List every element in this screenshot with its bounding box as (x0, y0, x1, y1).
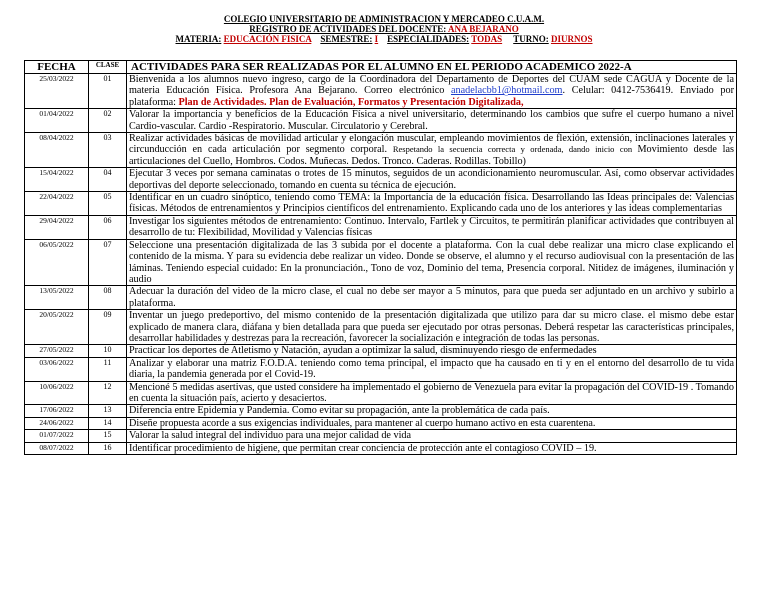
row-fecha: 01/04/2022 (25, 109, 89, 133)
row-description: Diferencia entre Epidemia y Pandemia. Como evitar su propagación, ante la problemática de cada país. (127, 405, 737, 417)
row-description: Valorar la salud integral del individuo para una mejor calidad de vida (127, 430, 737, 442)
row-fecha: 10/06/2022 (25, 381, 89, 405)
course-info-line (0, 34, 768, 44)
row-fecha: 08/04/2022 (25, 133, 89, 168)
row-description: Practicar los deportes de Atletismo y Natación, ayudan a optimizar la salud, disminuyendo riesgo de enfermedades (127, 345, 737, 357)
row-description: Identificar procedimiento de higiene, que permitan crear conciencia de protección ante el contagioso COVID – 19. (127, 442, 737, 454)
row-fecha: 08/07/2022 (25, 442, 89, 454)
row-clase: 10 (89, 345, 127, 357)
table-row (25, 405, 737, 417)
table-row (25, 192, 737, 216)
row-clase: 14 (89, 417, 127, 429)
register-label: REGISTRO DE ACTIVIDADES DEL DOCENTE: (249, 24, 447, 34)
table-row (25, 168, 737, 192)
row-text: Realizar actividades básicas de movilidad articular y elongación muscular, empleando movimientos de flexión, extensión, inclinaciones laterales y circunducción en cada articulación por segmento corporal. (129, 133, 734, 156)
col-header-clase: CLASE (89, 61, 127, 74)
materia-value: EDUCACIÓN FISICA (223, 34, 312, 44)
row-clase: 01 (89, 74, 127, 109)
row-clase: 09 (89, 310, 127, 345)
table-row (25, 239, 737, 286)
table-row (25, 357, 737, 381)
row-fecha: 20/05/2022 (25, 310, 89, 345)
row-description (127, 74, 737, 109)
materia-label: MATERIA: (175, 34, 222, 44)
table-row (25, 381, 737, 405)
row-description: Inventar un juego predeportivo, del mismo contenido de la presentación digitalizada que utilizo para dar su micro clase. el mismo debe estar explicado de manera clara, diáfana y bien detallada para que pueda ser ejecutado por otras personas. Deberá respetar las características principales, desarrollar habilidades y destrezas para la recreación, favorecer la socialización e integración de todas las personas. (127, 310, 737, 345)
row-description: Analizar y elaborar una matriz F.O.D.A. teniendo como tema principal, el impacto que ha causado en ti y en el entorno del desarrollo de tu vida diaria, la pandemia generada por el Covid-19. (127, 357, 737, 381)
table-row (25, 109, 737, 133)
row-fecha: 03/06/2022 (25, 357, 89, 381)
row-fecha: 29/04/2022 (25, 215, 89, 239)
row-fecha: 22/04/2022 (25, 192, 89, 216)
table-row (25, 133, 737, 168)
row-fecha: 01/07/2022 (25, 430, 89, 442)
row-clase: 05 (89, 192, 127, 216)
table-row (25, 430, 737, 442)
table-row (25, 345, 737, 357)
row-fecha: 27/05/2022 (25, 345, 89, 357)
row-fecha: 15/04/2022 (25, 168, 89, 192)
row-text-highlight: Plan de Actividades. Plan de Evaluación, Formatos y Presentación Digitalizada, (178, 96, 524, 108)
row-description (127, 133, 737, 168)
row-fecha: 17/06/2022 (25, 405, 89, 417)
row-clase: 12 (89, 381, 127, 405)
email-link[interactable]: anadelacbb1@hotmail.com (450, 85, 563, 97)
row-description: Adecuar la duración del video de la micro clase, el cual no debe ser mayor a 5 minutos, para que pueda ser adjuntado en un archivo y subirlo a plataforma. (127, 286, 737, 310)
row-description: Identificar en un cuadro sinóptico, teniendo como TEMA: la Importancia de la educación física. Desarrollando las Ideas principales de: Valencias físicas. Métodos de entrenamientos y Principios científicos del entrenamiento. Explicando cada uno de los anteriores y las ideas complementarias (127, 192, 737, 216)
row-text-small: Respetando la secuencia correcta y ordenada, dando inicio con (392, 144, 638, 155)
row-clase: 02 (89, 109, 127, 133)
row-fecha: 25/03/2022 (25, 74, 89, 109)
table-row (25, 215, 737, 239)
col-header-fecha: FECHA (25, 61, 89, 74)
row-description: Mencioné 5 medidas asertivas, que usted considere ha implementado el gobierno de Venezuela para evitar la propagación del COVID-19 . Tomando en cuenta la situación país, acierto y desaciertos. (127, 381, 737, 405)
row-description: Diseñe propuesta acorde a sus exigencias individuales, para mantener al cuerpo humano activo en esta cuarentena. (127, 417, 737, 429)
row-clase: 13 (89, 405, 127, 417)
semestre-label: SEMESTRE: (320, 34, 373, 44)
table-row (25, 74, 737, 109)
docente-name: ANA BEJARANO (448, 24, 519, 34)
row-text: Movimiento desde las articulaciones del Cuello, Hombros. Codos. Muñecas. Dedos. Tronco. Caderas. Rodillas. Tobillo) (129, 144, 734, 167)
table-row (25, 286, 737, 310)
row-clase: 03 (89, 133, 127, 168)
row-clase: 08 (89, 286, 127, 310)
row-clase: 07 (89, 239, 127, 286)
row-clase: 04 (89, 168, 127, 192)
turno-label: TURNO: (513, 34, 549, 44)
especialidades-label: ESPECIALIDADES: (387, 34, 470, 44)
activities-table (24, 60, 737, 455)
college-name: COLEGIO UNIVERSITARIO DE ADMINISTRACION Y MERCADEO C.U.A.M. (223, 14, 545, 24)
especialidades-value: TODAS (471, 34, 503, 44)
table-row (25, 442, 737, 454)
row-fecha: 13/05/2022 (25, 286, 89, 310)
table-header-row (25, 61, 737, 74)
row-description: Seleccione una presentación digitalizada de las 3 subida por el docente a plataforma. Con la cual debe realizar una micro clase explicando el contenido de la misma. Y para su evidencia debe realizar un video. Donde se observe, el alumno y el recurso audiovisual con la presentación de las láminas. Teniendo especial cuidado: En la pronunciación., Tono de voz, Dominio del tema, Presencia corporal. Nitidez de imágenes, iluminación y audio (127, 239, 737, 286)
row-text: . Celular: 0412-7536419. Enviado por plataforma: (129, 85, 734, 108)
turno-value: DIURNOS (550, 34, 593, 44)
row-clase: 11 (89, 357, 127, 381)
row-description: Ejecutar 3 veces por semana caminatas o trotes de 15 minutos, seguidos de un acondicionamiento neuromuscular. Así, como observar actividades deportivas del deporte seleccionado, tomando en cuenta su técnica de ejecución. (127, 168, 737, 192)
table-row (25, 310, 737, 345)
row-clase: 16 (89, 442, 127, 454)
row-description: Valorar la importancia y beneficios de la Educación Física a nivel universitario, determinando los cambios que sufre el cuerpo humano a nivel Cardio-vascular. Cardio -Respiratorio. Muscular. Circulatorio y Cerebral. (127, 109, 737, 133)
row-fecha: 06/05/2022 (25, 239, 89, 286)
row-clase: 06 (89, 215, 127, 239)
row-text: Bienvenida a los alumnos nuevo ingreso, cargo de la Coordinadora del Departamento de Deportes del CUAM sede CAGUA y Docente de la materia Educación Física. Profesora Ana Bejarano. Correo electrónico (129, 74, 734, 97)
semestre-value: I (374, 34, 379, 44)
row-description: Investigar los siguientes métodos de entrenamiento: Continuo. Intervalo, Fartlek y Circuitos, te permitirán planificar actividades que contribuyen al desarrollo de tu: Flexibilidad, Movilidad y Valencias físicas (127, 215, 737, 239)
table-row (25, 417, 737, 429)
register-line (0, 24, 768, 34)
row-fecha: 24/06/2022 (25, 417, 89, 429)
col-header-actividades: ACTIVIDADES PARA SER REALIZADAS POR EL ALUMNO EN EL PERIODO ACADEMICO 2022-A (127, 61, 737, 74)
row-clase: 15 (89, 430, 127, 442)
document-header (0, 14, 768, 44)
